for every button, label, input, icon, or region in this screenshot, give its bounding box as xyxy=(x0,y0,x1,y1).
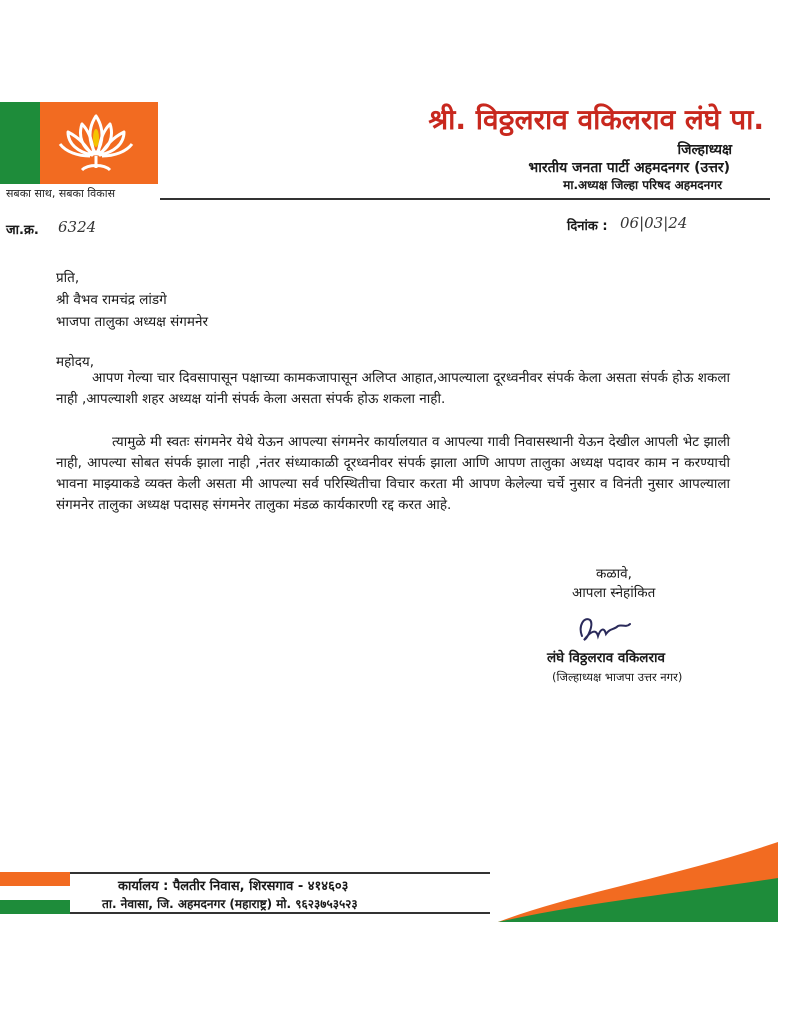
recipient-title: भाजपा तालुका अध्यक्ष संगमनेर xyxy=(56,314,208,330)
lotus-icon xyxy=(52,108,140,178)
footer-divider-bottom xyxy=(70,912,490,914)
body-paragraph: त्यामुळे मी स्वतः संगमनेर येथे येऊन आपल्या संगमनेर कार्यालयात व आपल्या गावी निवासस्थानी येऊन देखील आपली भेट झाली नाही, आपल्या सोबत संपर्क झाला नाही ,नंतर संध्याकाळी दूरध्वनीवर संपर्क झाला आणि आपण तालुका अध्यक्ष पदावर काम न करण्याची भावना माझ्याकडे व्यक्त केली असता मी आपल्या सर्व परिस्थितीचा विचार करता मी आपण केलेल्या चर्चे नुसार व विनंती नुसार आपल्याला संगमनेर तालुका अध्यक्ष पदासह संगमनेर तालुका मंडळ कार्यकारणी रद्द करत आहे. xyxy=(56,434,730,513)
header-divider xyxy=(160,198,770,200)
signatory-title: (जिल्हाध्यक्ष भाजपा उत्तर नगर) xyxy=(552,670,683,684)
signature xyxy=(574,608,634,648)
letterhead-position: मा.अध्यक्ष जिल्हा परिषद अहमदनगर xyxy=(563,178,722,192)
date-label: दिनांक : xyxy=(567,219,608,234)
salutation: महोदय, xyxy=(56,354,95,370)
recipient-prefix: प्रति, xyxy=(56,270,80,286)
ref-number: 6324 xyxy=(58,218,97,236)
party-tagline: सबका साथ, सबका विकास xyxy=(6,187,116,200)
date-value: 06|03|24 xyxy=(620,214,688,232)
ref-label: जा.क्र. xyxy=(6,223,39,238)
letterhead-party: भारतीय जनता पार्टी अहमदनगर (उत्तर) xyxy=(528,160,730,176)
letterhead-designation: जिल्हाध्यक्ष xyxy=(677,142,732,158)
party-logo xyxy=(0,102,158,184)
signatory-name: लंघे विठ्ठलराव वकिलराव xyxy=(547,650,665,666)
letterhead-name: श्री. विठ्ठलराव वकिलराव लंघे पा. xyxy=(428,103,764,136)
body-paragraph: आपण गेल्या चार दिवसापासून पक्षाच्या कामकजापासून अलिप्त आहात,आपल्याला दूरध्वनीवर संपर्क केला असता संपर्क होऊ शकला नाही ,आपल्याशी शहर अध्यक्ष यांनी संपर्क केला असता संपर्क होऊ शकला नाही. xyxy=(56,370,730,407)
closing-line: कळावे, xyxy=(596,566,632,582)
footer-stripes xyxy=(0,872,70,914)
footer-contact: ता. नेवासा, जि. अहमदनगर (महाराष्ट्र) मो. ९६२३७५३५२३ xyxy=(102,897,358,911)
recipient-name: श्री वैभव रामचंद्र लांडगे xyxy=(56,292,167,308)
footer-divider-top xyxy=(70,872,490,874)
footer-swoosh xyxy=(498,836,778,922)
closing-regards: आपला स्नेहांकित xyxy=(572,585,656,601)
logo-green-band xyxy=(0,102,40,184)
footer-address: कार्यालय : पैलतीर निवास, शिरसगाव - ४१४६०३ xyxy=(118,879,349,894)
